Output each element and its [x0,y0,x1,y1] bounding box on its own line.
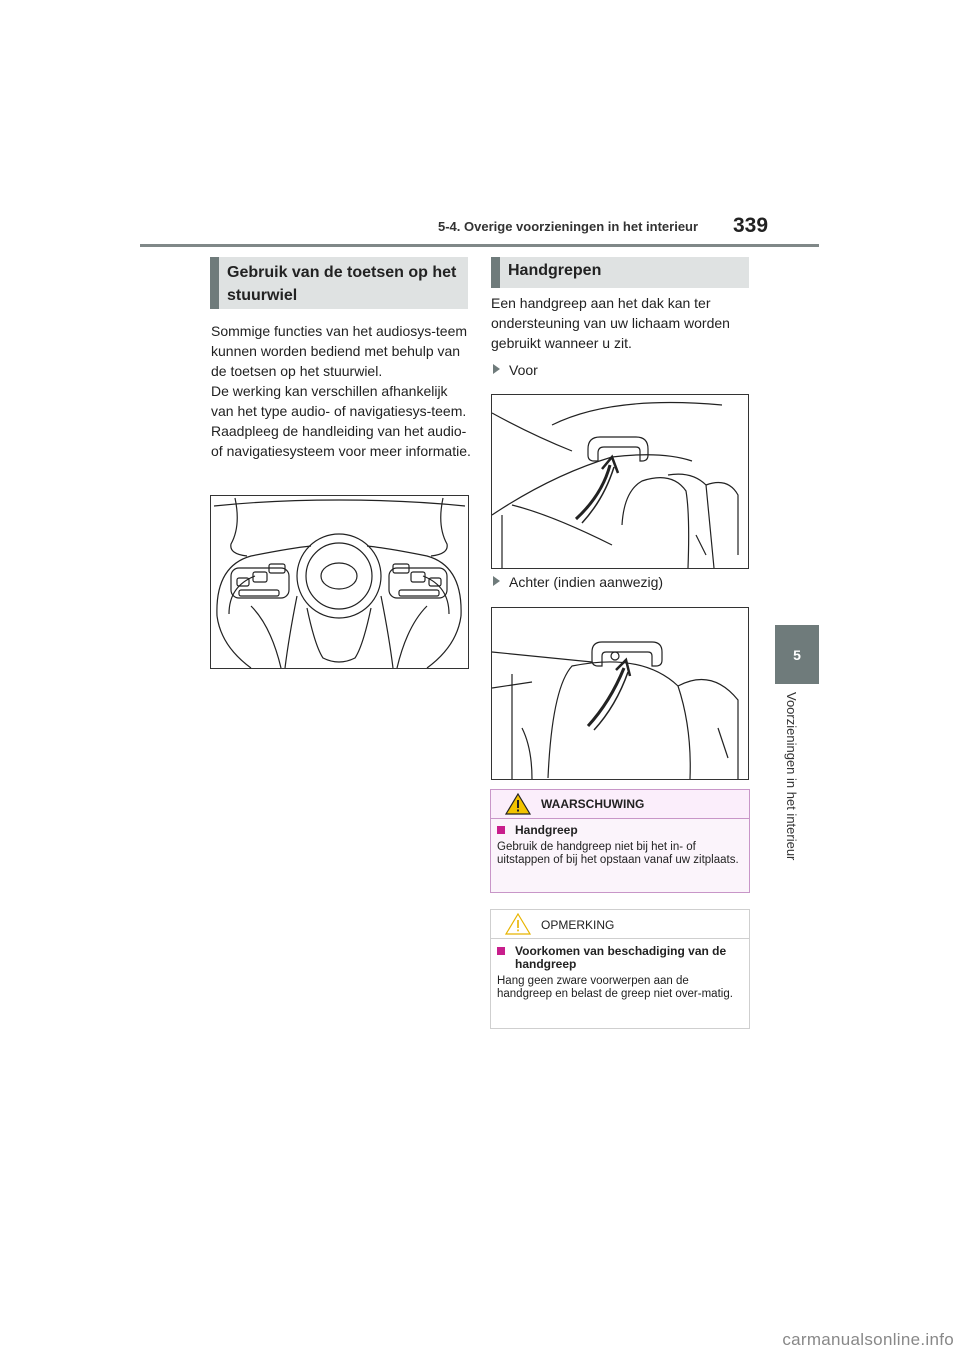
chapter-side-label [784,692,808,882]
section-heading-steering-switches: Gebruik van de toetsen op het stuurwiel [210,257,468,309]
notice-box [490,909,750,1029]
warning-item-title-text: Handgreep [515,823,578,837]
notice-header [491,910,749,939]
front-grab-handle-illustration [491,394,749,569]
warning-header [491,790,749,819]
section-heading-grab-handles: Handgrepen [491,257,749,288]
paragraph-grab-handles: Een handgreep aan het dak kan ter ondersteuning van uw lichaam worden gebruikt wanneer u zit. [491,295,730,351]
bullet-front-label: Voor [509,362,538,378]
warning-box [490,789,750,893]
bullet-front [493,362,538,378]
chapter-number: 5 [793,646,801,663]
steering-wheel-illustration [210,495,469,669]
warning-item-title [491,824,749,837]
warning-item-body: Gebruik de handgreep niet bij het in- of uitstappen of bij het opstaan vanaf uw zitplaats. [497,841,739,866]
header-divider [140,244,819,247]
notice-item-body: Hang geen zware voorwerpen aan de handgreep en belast de greep niet over-matig. [497,975,733,1000]
bullet-triangle-icon [493,364,500,374]
warning-triangle-icon [505,793,531,815]
caution-triangle-icon [505,913,531,935]
notice-item-title-text: Voorkomen van beschadiging van de handgreep [515,944,727,971]
notice-item-title [491,945,749,971]
square-bullet-icon [497,947,505,955]
paragraph-steering-2: De werking kan verschillen afhankelijk van het type audio- of navigatiesys-teem. Raadpleeg de handleiding van het audio- of navigatiesysteem voor meer informatie. [211,383,471,459]
page-number: 339 [733,214,769,237]
chapter-label: Voorzieningen in het interieur [784,692,799,861]
bullet-rear-label: Achter (indien aanwezig) [509,574,664,590]
bullet-triangle-icon [493,576,500,586]
section-title: 5-4. Overige voorzieningen in het interieur [438,219,699,234]
square-bullet-icon [497,826,505,834]
paragraph-steering-1: Sommige functies van het audiosys-teem kunnen worden bediend met behulp van de toetsen op het stuurwiel. [211,323,468,379]
chapter-tab [775,625,819,684]
bullet-rear [493,574,663,590]
warning-title: WAARSCHUWING [541,797,645,811]
notice-title: OPMERKING [541,918,615,932]
watermark: carmanualsonline.info [782,1330,954,1349]
rear-grab-handle-illustration [491,607,749,780]
